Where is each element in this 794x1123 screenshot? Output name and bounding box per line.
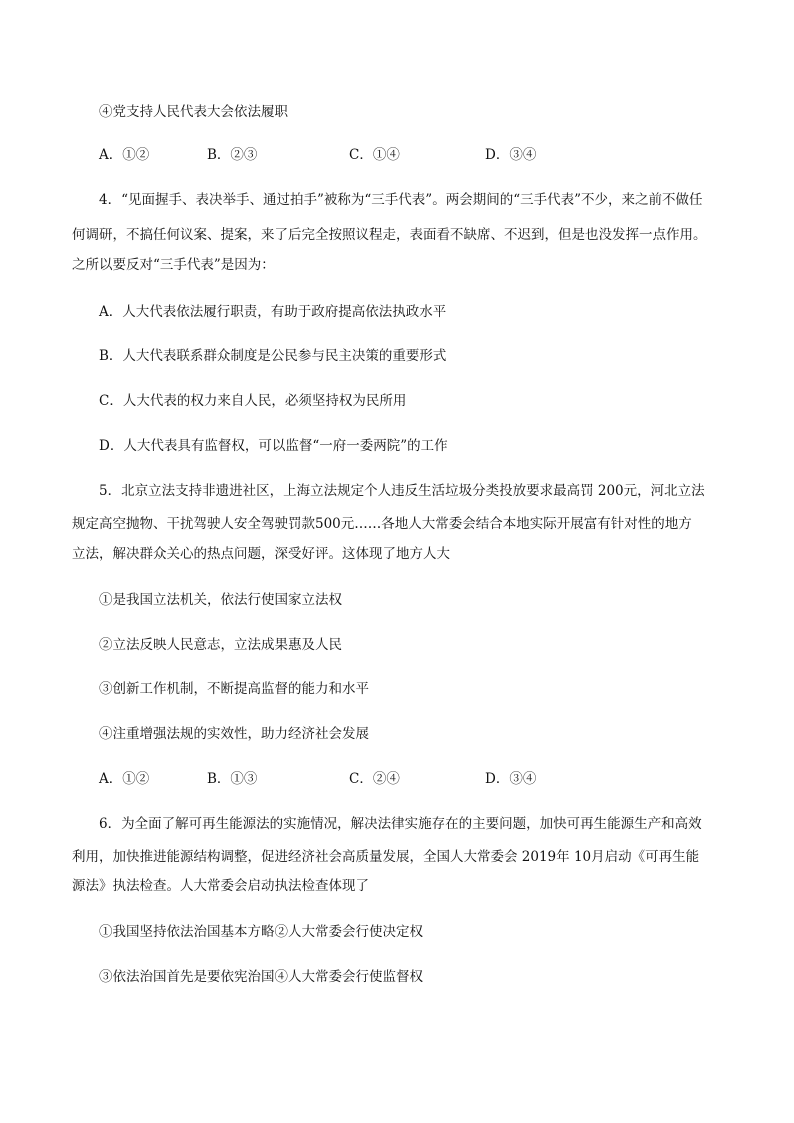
question-4-option-a: A．人大代表依法履行职责，有助于政府提高依法执政水平	[99, 304, 447, 320]
option-c: C．①④	[349, 147, 400, 163]
question-4-line-2: 何调研，不搞任何议案、提案，来了后完全按照议程走，表面看不缺席、不迟到，但是也没发挥一点作用。	[72, 227, 707, 243]
statement-1: ①是我国立法机关，依法行使国家立法权	[99, 592, 342, 608]
statement-2: ②立法反映人民意志，立法成果惠及人民	[99, 637, 342, 653]
option-d: D．③④	[485, 147, 537, 163]
statements-3-4: ③依法治国首先是要依宪治国④人大常委会行使监督权	[99, 969, 423, 985]
question-4-line-1: 4．“见面握手、表决举手、通过拍手”被称为“三手代表”。两会期间的“三手代表”不少，来之前不做任	[99, 192, 703, 208]
question-4-option-c: C．人大代表的权力来自人民，必须坚持权为民所用	[99, 393, 407, 409]
option-a: A．①②	[99, 147, 150, 163]
question-6-line-1: 6．为全面了解可再生能源法的实施情况，解决法律实施存在的主要问题，加快可再生能源生产和高效	[99, 816, 702, 832]
question-4-line-3: 之所以要反对“三手代表”是因为：	[72, 257, 275, 273]
option-b: B．①③	[207, 771, 258, 787]
statement-4: ④注重增强法规的实效性，助力经济社会发展	[99, 726, 369, 742]
option-a: A．①②	[99, 771, 150, 787]
question-6-line-3: 源法》执法检查。人大常委会启动执法检查体现了	[72, 878, 369, 894]
question-5-line-2: 规定高空抛物、干扰驾驶人安全驾驶罚款500元……各地人大常委会结合本地实际开展富有针对性的地方	[72, 516, 692, 532]
option-c: C．②④	[349, 771, 400, 787]
question-4-option-d: D．人大代表具有监督权，可以监督“一府一委两院”的工作	[99, 438, 448, 454]
statements-1-2: ①我国坚持依法治国基本方略②人大常委会行使决定权	[99, 924, 423, 940]
question-6-line-2: 利用，加快推进能源结构调整，促进经济社会高质量发展，全国人大常委会 2019年 10月启动《可再生能	[72, 849, 700, 865]
question-5-line-1: 5．北京立法支持非遗进社区，上海立法规定个人违反生活垃圾分类投放要求最高罚 200元，河北立法	[99, 483, 705, 499]
statement-3: ③创新工作机制，不断提高监督的能力和水平	[99, 681, 369, 697]
question-5-line-3: 立法，解决群众关心的热点问题，深受好评。这体现了地方人大	[72, 546, 450, 562]
option-b: B．②③	[207, 147, 258, 163]
question-4-option-b: B．人大代表联系群众制度是公民参与民主决策的重要形式	[99, 348, 447, 364]
statement-4: ④党支持人民代表大会依法履职	[99, 104, 288, 120]
option-d: D．③④	[485, 771, 537, 787]
